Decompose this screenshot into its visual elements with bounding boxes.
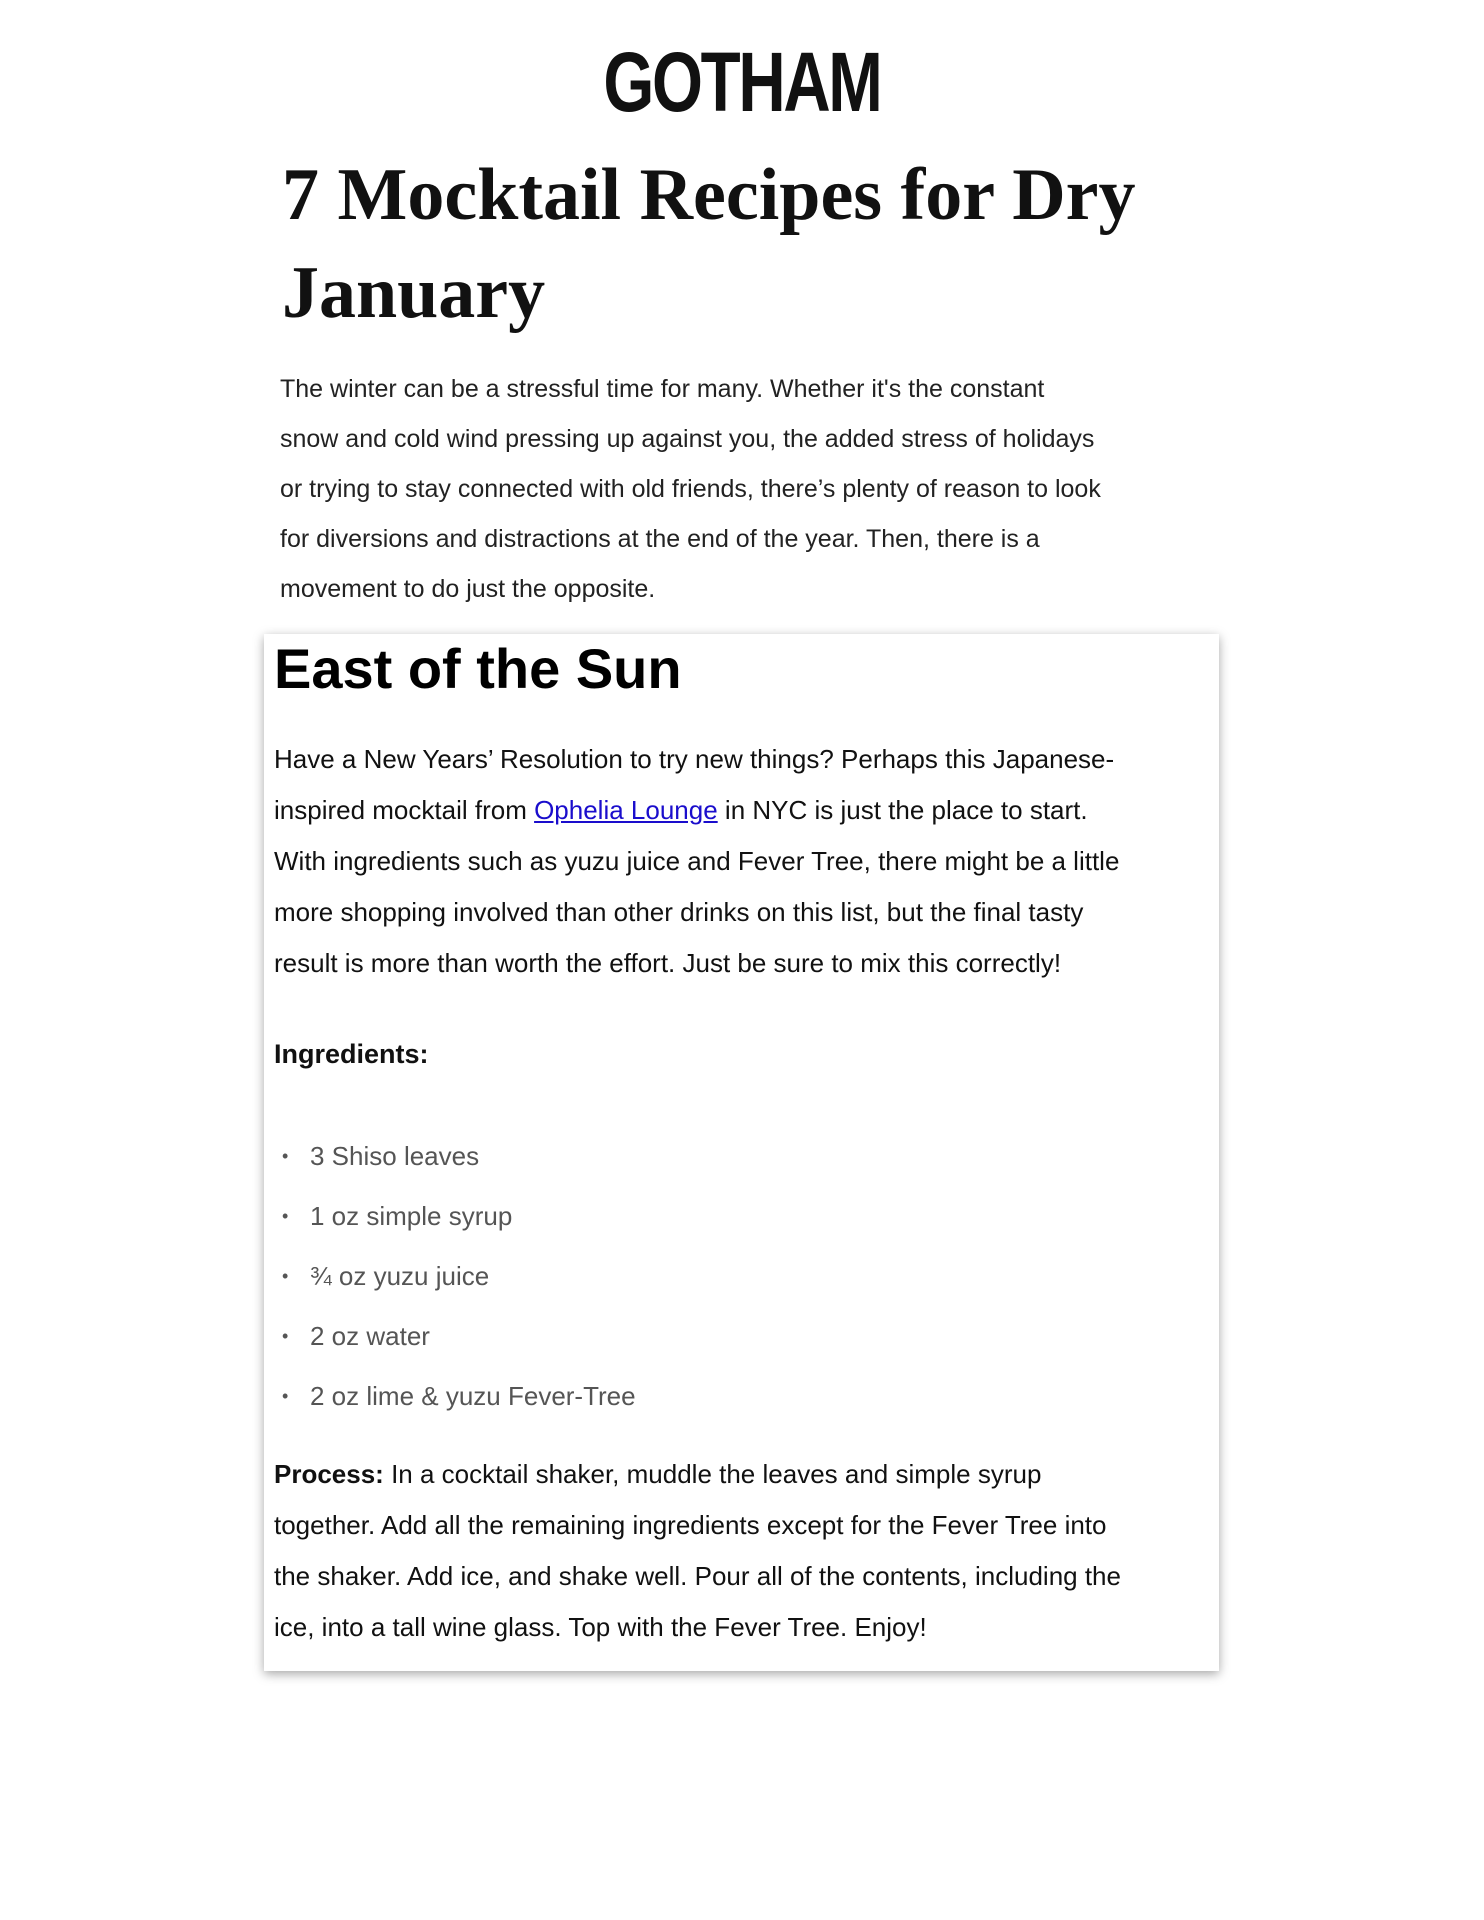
ingredient-text: 3 Shiso leaves: [310, 1141, 480, 1171]
list-item: [274, 1186, 636, 1246]
bullet-icon: •: [282, 1146, 289, 1166]
intro-line: snow and cold wind pressing up against you, the added stress of holidays: [280, 425, 1095, 453]
desc-text: inspired mocktail from: [274, 795, 535, 825]
title-line: 7 Mocktail Recipes for Dry: [282, 154, 1136, 236]
desc-line: With ingredients such as yuzu juice and Fever Tree, there might be a little: [274, 846, 1120, 876]
ophelia-lounge-link[interactable]: Ophelia Lounge: [534, 795, 718, 825]
recipe-description: [274, 734, 1119, 989]
intro-paragraph: [280, 364, 1101, 614]
list-item: [274, 1246, 636, 1306]
ingredients-list: [274, 1126, 636, 1426]
process-line: [274, 1449, 1121, 1500]
desc-line: Have a New Years’ Resolution to try new things? Perhaps this Japanese-: [274, 744, 1115, 774]
desc-text: in NYC is just the place to start.: [717, 795, 1088, 825]
bullet-icon: •: [282, 1206, 289, 1226]
process-text: In a cocktail shaker, muddle the leaves and simple syrup: [383, 1459, 1042, 1489]
title-line: January: [282, 252, 546, 334]
intro-line: movement to do just the opposite.: [280, 575, 656, 603]
site-logo[interactable]: GOTHAM: [603, 35, 881, 129]
process-line: ice, into a tall wine glass. Top with the Fever Tree. Enjoy!: [274, 1612, 927, 1642]
intro-line: or trying to stay connected with old friends, there’s plenty of reason to look: [280, 475, 1101, 503]
desc-line: more shopping involved than other drinks on this list, but the final tasty: [274, 897, 1084, 927]
list-item: [274, 1306, 636, 1366]
recipe-card: [264, 634, 1219, 1671]
ingredient-text: 2 oz lime & yuzu Fever-Tree: [310, 1381, 636, 1411]
process-line: together. Add all the remaining ingredients except for the Fever Tree into: [274, 1510, 1107, 1540]
bullet-icon: •: [282, 1266, 289, 1286]
ingredient-text: ¾ oz yuzu juice: [310, 1261, 490, 1291]
bullet-icon: •: [282, 1326, 289, 1346]
list-item: [274, 1366, 636, 1426]
desc-line: result is more than worth the effort. Just be sure to mix this correctly!: [274, 948, 1062, 978]
ingredient-text: 1 oz simple syrup: [310, 1201, 513, 1231]
intro-line: The winter can be a stressful time for many. Whether it's the constant: [280, 375, 1045, 403]
intro-line: for diversions and distractions at the end of the year. Then, there is a: [280, 525, 1040, 553]
bullet-icon: •: [282, 1386, 289, 1406]
list-item: [274, 1126, 636, 1186]
ingredients-heading: Ingredients:: [274, 1039, 429, 1069]
article-title: [282, 146, 1136, 342]
desc-line: [274, 785, 1119, 836]
ingredient-text: 2 oz water: [310, 1321, 430, 1351]
process-line: the shaker. Add ice, and shake well. Pour all of the contents, including the: [274, 1561, 1121, 1591]
recipe-title: East of the Sun: [274, 637, 682, 700]
process-label: Process:: [274, 1459, 384, 1489]
process-paragraph: [274, 1449, 1121, 1653]
